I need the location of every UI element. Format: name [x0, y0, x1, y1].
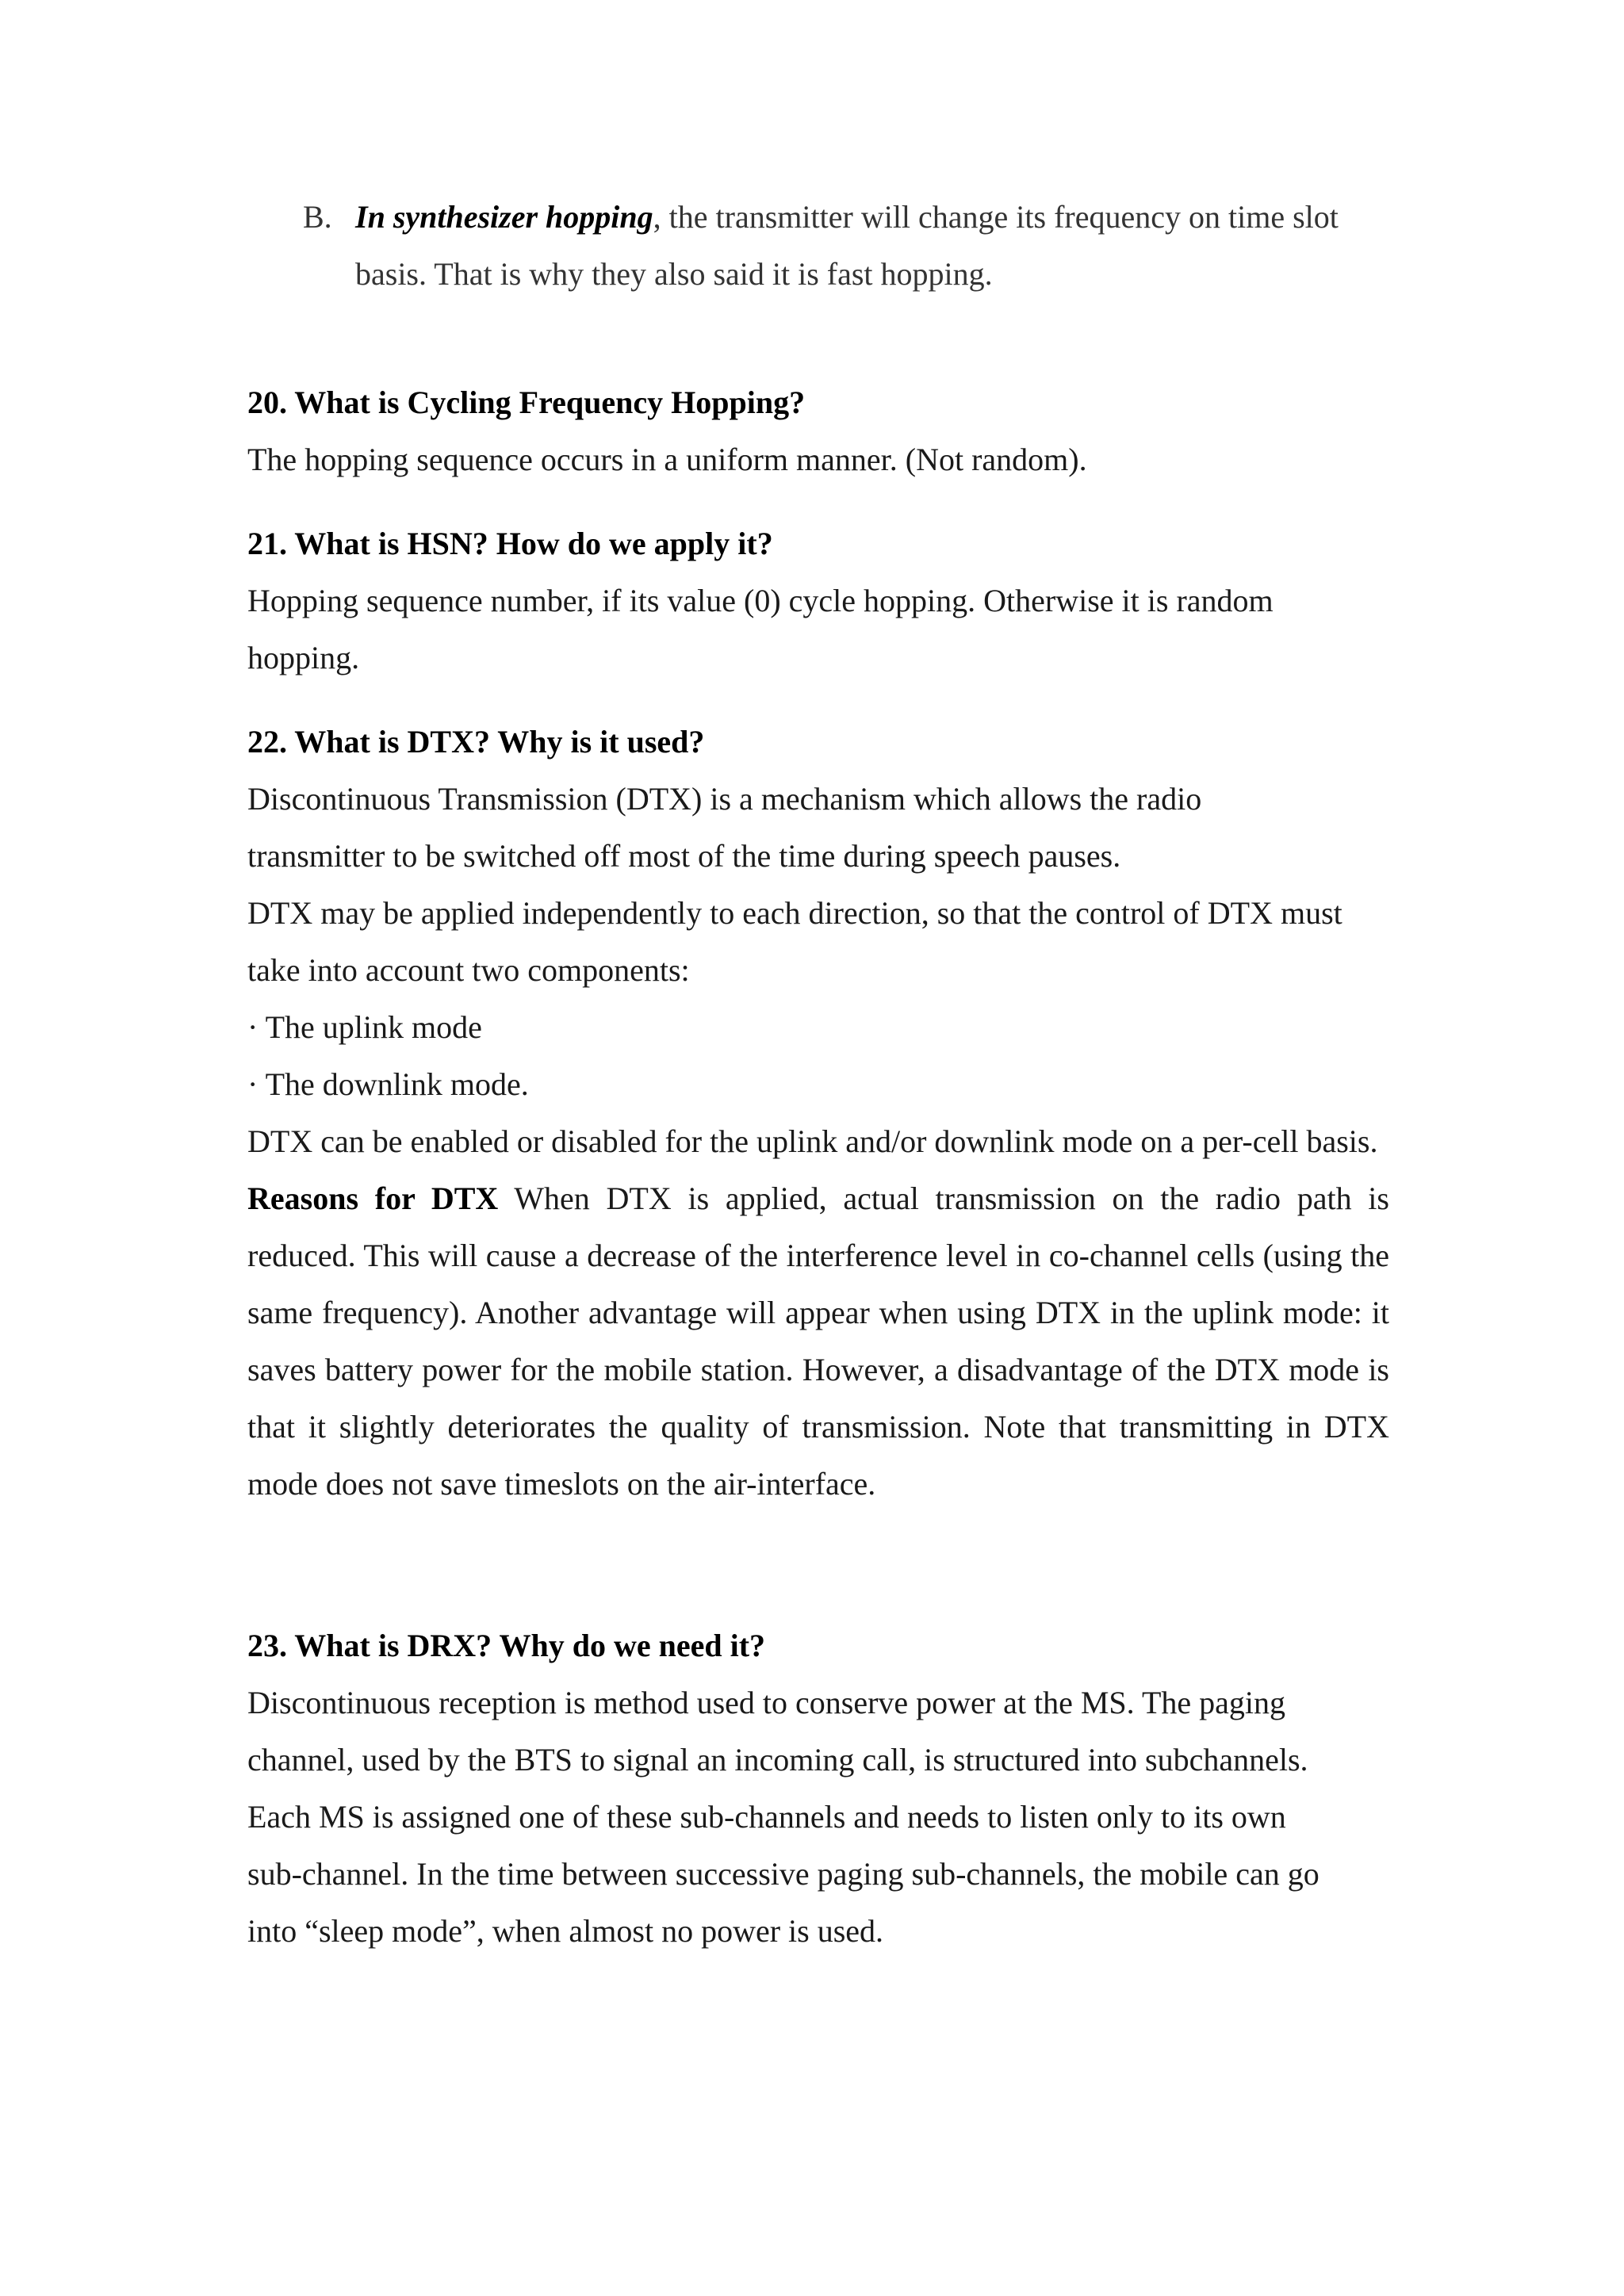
list-item-text: , the transmitter will change its frequency on time slot [653, 199, 1339, 235]
reasons-label: Reasons for DTX [247, 1181, 499, 1216]
list-item-body [355, 189, 1389, 303]
answer-line: take into account two components: [247, 952, 690, 988]
list-marker: B. [303, 199, 332, 235]
question-heading: 23. What is DRX? Why do we need it? [247, 1628, 766, 1663]
answer-text: The hopping sequence occurs in a uniform manner. (Not random). [247, 442, 1087, 477]
reasons-text: When DTX is applied, actual transmission on the radio path is reduced. This will cause a decrease of the interference level in co-channel cells (using the same frequency). Another advantage will appear when using DTX in the uplink mode: it saves battery power for the mobile station. However, a disadvantage of the DTX mode is that it slightly deteriorates the quality of transmission. Note that transmitting in DTX mode does not save timeslots on the air-interface. [247, 1181, 1389, 1502]
question-21 [247, 515, 1389, 687]
question-heading: 22. What is DTX? Why is it used? [247, 724, 705, 760]
answer-line: Each MS is assigned one of these sub-channels and needs to listen only to its own [247, 1799, 1286, 1835]
question-20 [247, 374, 1389, 488]
answer-line: Discontinuous reception is method used to conserve power at the MS. The paging [247, 1685, 1286, 1720]
answer-line: DTX may be applied independently to each direction, so that the control of DTX must [247, 895, 1342, 931]
answer-line: transmitter to be switched off most of the time during speech pauses. [247, 838, 1121, 874]
bullet-item: · The uplink mode [247, 1009, 482, 1045]
answer-paragraph: DTX can be enabled or disabled for the uplink and/or downlink mode on a per-cell basis. [247, 1123, 1378, 1159]
answer-line: sub-channel. In the time between successive paging sub-channels, the mobile can go [247, 1856, 1320, 1892]
answer-line: channel, used by the BTS to signal an incoming call, is structured into subchannels. [247, 1742, 1308, 1777]
question-23 [247, 1617, 1389, 1960]
answer-line: hopping. [247, 640, 360, 675]
list-item-line-2: basis. That is why they also said it is fast hopping. [355, 256, 993, 292]
list-item-line-1 [355, 189, 1389, 246]
list-item-b [303, 189, 1389, 303]
emphasis-term: In synthesizer hopping [355, 199, 653, 235]
question-heading: 21. What is HSN? How do we apply it? [247, 526, 773, 561]
answer-line: into “sleep mode”, when almost no power is used. [247, 1913, 884, 1949]
answer-line: Discontinuous Transmission (DTX) is a mechanism which allows the radio [247, 781, 1202, 817]
answer-line: Hopping sequence number, if its value (0) cycle hopping. Otherwise it is random [247, 583, 1274, 618]
question-22 [247, 714, 1389, 1513]
question-heading: 20. What is Cycling Frequency Hopping? [247, 385, 806, 420]
reasons-paragraph [247, 1170, 1389, 1513]
bullet-item: · The downlink mode. [247, 1066, 529, 1102]
